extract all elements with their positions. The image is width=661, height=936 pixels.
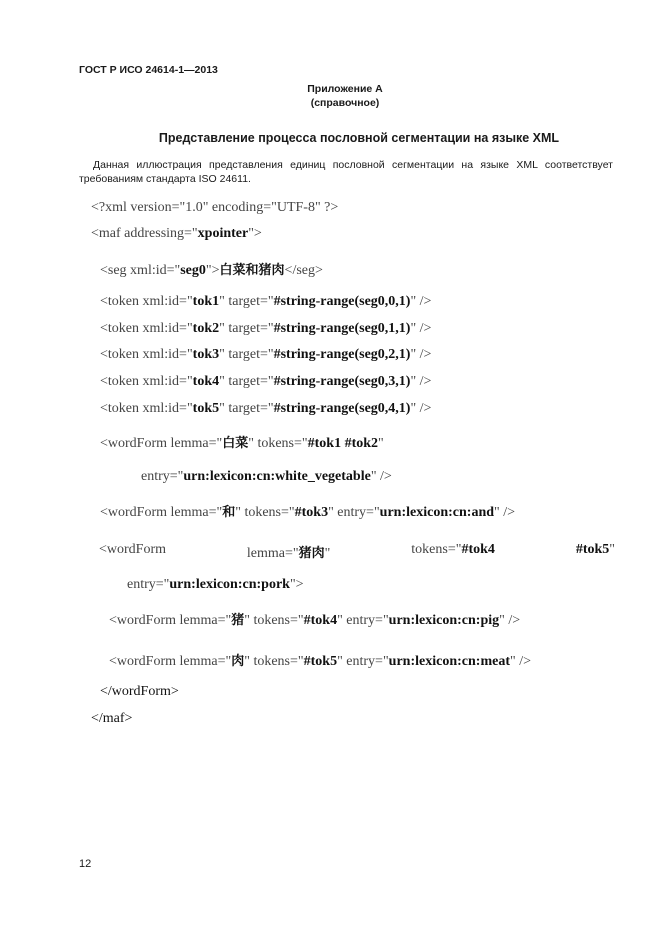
code-value: #tok1 #tok2 [307,436,379,451]
intro-paragraph: Данная иллюстрация представления единиц пословной сегментации на языке XML соответствует требованиям стандарта ISO 24611. [79,159,613,185]
code-text: lemma=" [246,546,299,561]
code-text: entry=" [127,577,170,592]
code-line-wordform-spaced [99,542,615,562]
code-text: <wordForm lemma=" [100,505,223,520]
code-value: tok3 [192,347,220,362]
code-text: " entry=" [337,654,389,669]
code-value: tok2 [192,321,220,336]
code-line-token [100,401,431,417]
code-text: <wordForm lemma=" [109,654,232,669]
code-text: " /> [410,294,432,309]
code-value: tok1 [192,294,220,309]
code-line-wordform [109,650,531,670]
code-text: <wordForm lemma=" [100,436,223,451]
code-value: #tok4 [303,613,338,628]
code-cjk: 猪 [231,613,245,628]
code-cjk: 肉 [231,654,245,669]
code-text: " [324,546,331,561]
code-text: " target=" [219,374,274,389]
code-line-wordform [100,501,515,521]
code-line-wordform [100,432,384,452]
code-value: #tok4 [461,542,495,557]
code-text: " /> [509,654,531,669]
code-value: #string-range(seg0,2,1) [273,347,411,362]
code-value: urn:lexicon:cn:pork [169,577,290,592]
code-text: " tokens=" [235,505,295,520]
code-line-entry [127,577,304,593]
code-line-close-wordform: </wordForm> [100,684,179,699]
code-text: " target=" [219,294,274,309]
code-text: " /> [410,374,432,389]
annex-subtitle: (справочное) [310,97,380,109]
code-value: #string-range(seg0,0,1) [273,294,411,309]
code-text: <maf addressing=" [91,226,198,241]
code-tokens [411,542,495,562]
code-text: " /> [410,321,432,336]
code-text: <wordForm lemma=" [109,613,232,628]
code-value: #string-range(seg0,3,1) [273,374,411,389]
code-text: " entry=" [337,613,389,628]
code-text: entry=" [141,469,184,484]
code-text: "> [289,577,304,592]
code-line-xml-decl: <?xml version="1.0" encoding="UTF-8" ?> [91,200,339,215]
code-text: " /> [410,347,432,362]
code-lemma [247,542,330,562]
code-text: " /> [494,505,516,520]
code-text: " /> [410,401,432,416]
code-text: " tokens=" [244,613,304,628]
code-text: " /> [370,469,392,484]
code-cjk: 白菜和猪肉 [219,263,285,278]
annex-title: Приложение А [307,83,383,95]
code-value: #string-range(seg0,4,1) [273,401,411,416]
code-value: tok4 [192,374,220,389]
code-value: urn:lexicon:cn:pig [388,613,500,628]
code-value: urn:lexicon:cn:and [379,505,495,520]
section-heading: Представление процесса пословной сегментации на языке XML [158,131,560,145]
code-text: <seg xml:id=" [100,263,181,278]
code-value: #string-range(seg0,1,1) [273,321,411,336]
code-text: </seg> [284,263,323,278]
code-text: " tokens=" [244,654,304,669]
page-number: 12 [79,858,92,870]
code-text: <token xml:id=" [100,321,193,336]
code-value: xpointer [197,226,249,241]
code-text: <token xml:id=" [100,347,193,362]
code-line-token [100,347,431,363]
code-line-seg [100,259,323,279]
code-line-wordform [109,609,520,629]
code-text: "> [248,226,262,241]
code-cjk: 和 [222,505,236,520]
code-text: <wordForm [99,542,167,557]
code-text: <token xml:id=" [100,401,193,416]
code-value: #tok5 [303,654,338,669]
code-value: #tok5 [575,542,610,557]
code-value: tok5 [192,401,220,416]
code-value: urn:lexicon:cn:white_vegetable [183,469,371,484]
code-text: tokens=" [411,542,462,557]
standard-id: ГОСТ Р ИСО 24614-1—2013 [79,64,218,76]
code-line-maf [91,226,262,242]
code-text: " [378,436,384,451]
code-text: <token xml:id=" [100,294,193,309]
code-text: "> [205,263,220,278]
code-text: " target=" [219,321,274,336]
code-text: " entry=" [328,505,380,520]
code-line-token [100,374,431,390]
code-line-token [100,294,431,310]
code-line-token [100,321,431,337]
code-text: " [609,542,615,557]
code-cjk: 白菜 [222,436,249,451]
code-text: <token xml:id=" [100,374,193,389]
code-line-close-maf: </maf> [91,711,133,726]
code-text: " tokens=" [248,436,308,451]
code-text: " /> [499,613,521,628]
code-text: " target=" [219,401,274,416]
code-cjk: 猪肉 [298,546,325,561]
code-line-entry [141,469,392,485]
code-value: #tok3 [294,505,329,520]
code-value: seg0 [180,263,206,278]
code-tokens-end [576,542,615,562]
code-value: urn:lexicon:cn:meat [388,654,510,669]
code-text: " target=" [219,347,274,362]
